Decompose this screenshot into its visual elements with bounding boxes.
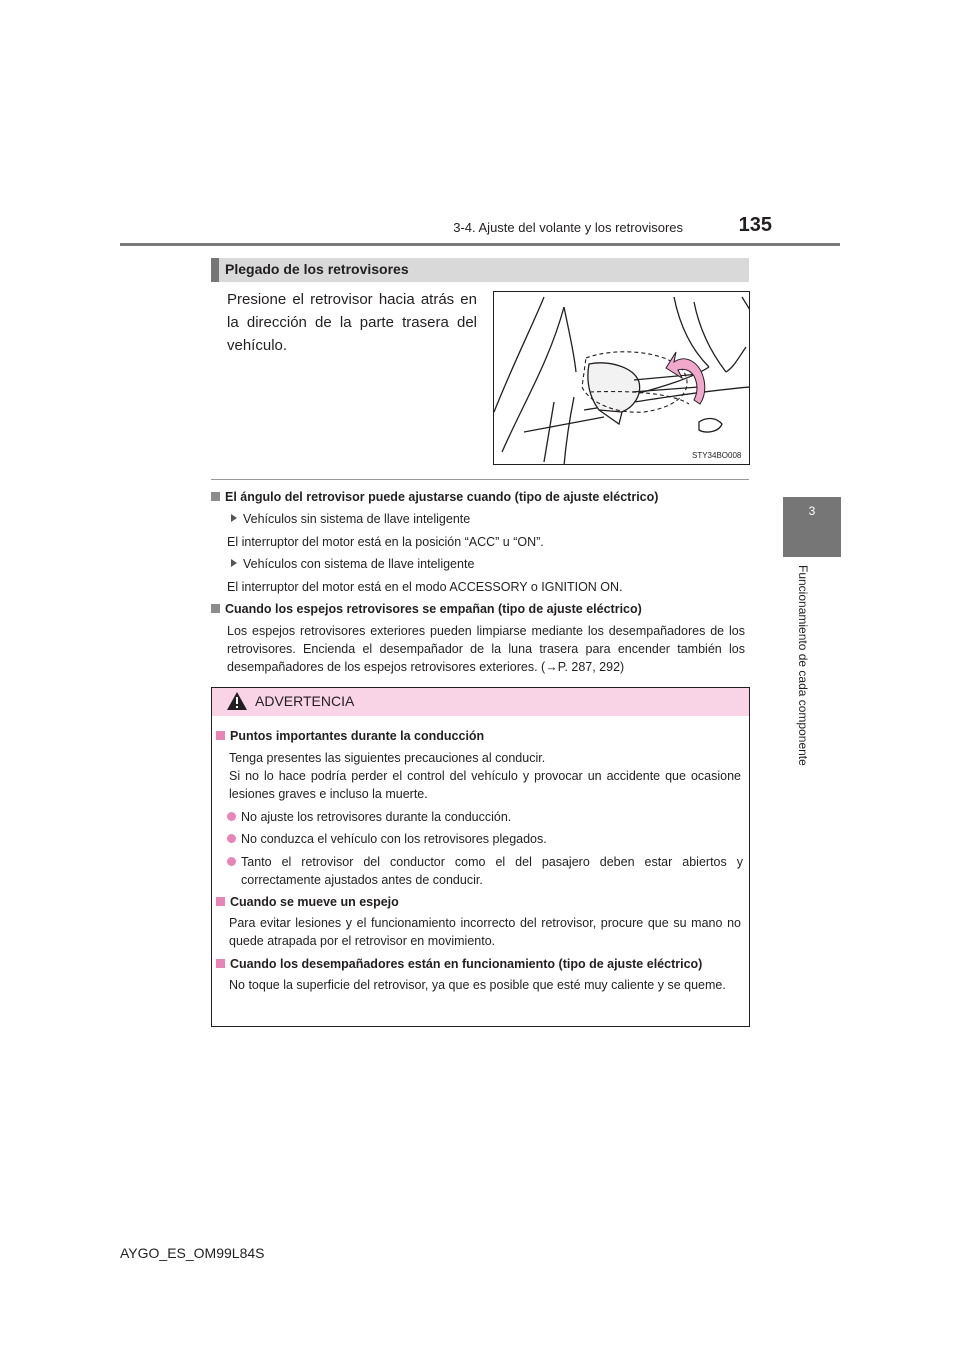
note-title-angle [211, 488, 751, 506]
bullet-dot-icon [227, 812, 236, 821]
warning-bullet-3 [227, 853, 743, 889]
note-square-icon [211, 604, 220, 613]
note-square-icon [211, 492, 220, 501]
warning-bullet-text: Tanto el retrovisor del conductor como el del pasajero deben estar abiertos y correctamente ajustados antes de conducir. [241, 855, 743, 887]
bullet-dot-icon [227, 834, 236, 843]
chapter-tab-number: 3 [808, 504, 816, 518]
warning-title-driving [216, 727, 742, 745]
section-heading-bar [211, 258, 219, 282]
note-item-text: Vehículos con sistema de llave inteligente [243, 557, 475, 571]
mirror-fold-illustration [493, 291, 750, 465]
warning-square-icon [216, 897, 225, 906]
bullet-dot-icon [227, 857, 236, 866]
warning-label: ADVERTENCIA [255, 693, 355, 709]
note-item-no-smart-key [231, 510, 741, 528]
warning-bullet-1 [227, 808, 743, 826]
warning-title-text: Cuando los desempañadores están en funcionamiento (tipo de ajuste eléctrico) [230, 957, 703, 971]
note-text-smart-key: El interruptor del motor está en el modo ACCESSORY o IGNITION ON. [227, 580, 623, 594]
triangle-arrow-icon [231, 559, 237, 567]
note-item-smart-key [231, 555, 741, 573]
chapter-rail [783, 557, 841, 1097]
warning-bullet-text: No ajuste los retrovisores durante la conducción. [241, 810, 512, 824]
warning-square-icon [216, 959, 225, 968]
figure-code: STY34BO008 [692, 451, 742, 460]
note-text-no-smart-key: El interruptor del motor está en la posición “ACC” u “ON”. [227, 535, 544, 549]
header-section-title: 3-4. Ajuste del volante y los retrovisores [453, 220, 683, 235]
document-code: AYGO_ES_OM99L84S [120, 1245, 265, 1261]
warning-text-driving-2: Si no lo hace podría perder el control del vehículo y provocar un accidente que ocasione lesiones graves e incluso la muerte. [229, 769, 741, 801]
section-intro-text: Presione el retrovisor hacia atrás en la dirección de la parte trasera del vehículo. [227, 291, 477, 354]
section-heading-text: Plegado de los retrovisores [225, 261, 409, 277]
section-heading [211, 258, 749, 282]
warning-text-defogger: No toque la superficie del retrovisor, ya que es posible que esté muy caliente y se queme. [229, 978, 726, 992]
note-title-text: El ángulo del retrovisor puede ajustarse cuando (tipo de ajuste eléctrico) [225, 490, 659, 504]
warning-title-text: Puntos importantes durante la conducción [230, 729, 485, 743]
mirror-fold-drawing [494, 292, 750, 465]
page-number: 135 [738, 214, 772, 236]
warning-title-defogger [216, 955, 746, 973]
warning-bullet-text: No conduzca el vehículo con los retrovisores plegados. [241, 832, 547, 846]
warning-title-text: Cuando se mueve un espejo [230, 895, 399, 909]
warning-bullet-2 [227, 830, 743, 848]
warning-square-icon [216, 731, 225, 740]
warning-title-moving-mirror [216, 893, 742, 911]
section-divider [211, 479, 749, 480]
warning-text-driving-1: Tenga presentes las siguientes precauciones al conducir. [229, 751, 546, 765]
note-title-text: Cuando los espejos retrovisores se empañan (tipo de ajuste eléctrico) [225, 602, 642, 616]
warning-text-moving-mirror: Para evitar lesiones y el funcionamiento incorrecto del retrovisor, procure que su mano no quede atrapada por el retrovisor en movimiento. [229, 916, 741, 948]
header-rule [120, 243, 840, 246]
note-text-defogger: Los espejos retrovisores exteriores pueden limpiarse mediante los desempañadores de los retrovisores. Encienda el desempañador de la luna trasera para encender también los desempañadores de los espejos retrovisores exteriores. (→P. 287, 292) [227, 624, 745, 674]
chapter-tab-label: Funcionamiento de cada componente [796, 565, 810, 766]
note-item-text: Vehículos sin sistema de llave inteligente [243, 512, 471, 526]
triangle-arrow-icon [231, 514, 237, 522]
note-title-defogger [211, 600, 751, 618]
warning-triangle-icon [226, 691, 248, 711]
